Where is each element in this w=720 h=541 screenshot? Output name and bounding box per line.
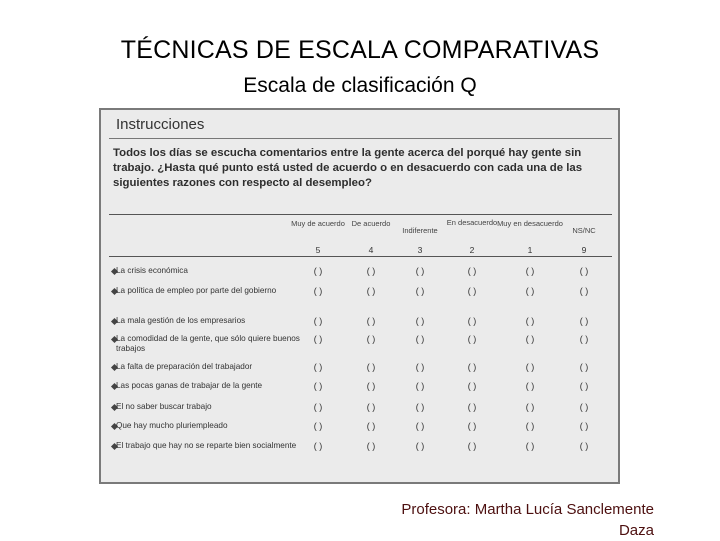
instructions-text: Todos los días se escucha comentarios entre la gente acerca del porqué hay gente sin trabajo. ¿Hasta qué punto está usted de acuerdo o en desacuerdo con cada una de las siguientes razones con respecto al desempleo?	[113, 147, 583, 189]
rating-option: ( )	[415, 381, 425, 391]
column-value: 1	[527, 245, 533, 255]
item-label: La mala gestión de los empresarios	[116, 316, 246, 325]
rating-option: ( )	[467, 286, 477, 296]
rating-option: ( )	[579, 316, 589, 326]
rating-option: ( )	[366, 316, 376, 326]
instructions-title: Instrucciones	[116, 116, 205, 133]
rating-option: ( )	[313, 381, 323, 391]
table-top-rule	[109, 214, 612, 215]
rating-option: ( )	[366, 421, 376, 431]
rating-option: ( )	[467, 381, 477, 391]
column-value: 9	[581, 245, 587, 255]
column-value: 5	[315, 245, 321, 255]
author-line-2: Daza	[618, 522, 654, 539]
item-label: Las pocas ganas de trabajar de la gente	[116, 381, 263, 390]
slide-subtitle: Escala de clasificación Q	[243, 74, 477, 97]
rating-option: ( )	[415, 286, 425, 296]
rating-option: ( )	[579, 266, 589, 276]
rating-option: ( )	[415, 402, 425, 412]
item-label: La crisis económica	[116, 266, 188, 275]
rating-option: ( )	[313, 362, 323, 372]
rating-option: ( )	[579, 362, 589, 372]
item-label: El trabajo que hay no se reparte bien socialmente	[116, 441, 297, 450]
rating-option: ( )	[467, 362, 477, 372]
rating-option: ( )	[525, 441, 535, 451]
rating-option: ( )	[415, 362, 425, 372]
column-header: Muy en desacuerdo	[497, 219, 563, 228]
column-header: Indiferente	[402, 226, 438, 235]
table-header-rule	[109, 256, 612, 257]
rating-option: ( )	[579, 334, 589, 344]
rating-option: ( )	[467, 316, 477, 326]
rating-option: ( )	[313, 441, 323, 451]
rating-option: ( )	[415, 334, 425, 344]
rating-option: ( )	[415, 441, 425, 451]
item-label: La comodidad de la gente, que sólo quiere buenos trabajos	[116, 334, 300, 353]
column-header: Muy de acuerdo	[291, 219, 345, 228]
rating-option: ( )	[467, 334, 477, 344]
column-header: En desacuerdo	[446, 218, 498, 227]
rating-option: ( )	[366, 402, 376, 412]
column-value: 2	[469, 245, 475, 255]
rating-option: ( )	[415, 316, 425, 326]
rating-option: ( )	[366, 334, 376, 344]
rating-option: ( )	[366, 286, 376, 296]
rating-option: ( )	[313, 402, 323, 412]
rating-option: ( )	[415, 421, 425, 431]
rating-option: ( )	[579, 402, 589, 412]
rating-option: ( )	[415, 266, 425, 276]
rating-option: ( )	[313, 316, 323, 326]
rating-option: ( )	[579, 286, 589, 296]
rating-option: ( )	[467, 421, 477, 431]
rating-option: ( )	[579, 421, 589, 431]
rating-option: ( )	[525, 334, 535, 344]
column-header: NS/NC	[572, 226, 596, 235]
rating-option: ( )	[366, 362, 376, 372]
rating-option: ( )	[313, 334, 323, 344]
rating-option: ( )	[525, 421, 535, 431]
item-label: La falta de preparación del trabajador	[116, 362, 253, 371]
rating-option: ( )	[467, 441, 477, 451]
rating-option: ( )	[525, 362, 535, 372]
item-label: Que hay mucho pluriempleado	[116, 421, 228, 430]
column-header: De acuerdo	[351, 219, 391, 228]
rating-option: ( )	[366, 441, 376, 451]
rating-option: ( )	[525, 402, 535, 412]
author-credit	[401, 499, 654, 541]
author-line-1: Profesora: Martha Lucía Sanclemente	[401, 501, 654, 518]
rating-option: ( )	[525, 316, 535, 326]
column-value: 3	[417, 245, 423, 255]
slide-title: TÉCNICAS DE ESCALA COMPARATIVAS	[120, 36, 600, 64]
rating-option: ( )	[525, 381, 535, 391]
column-value: 4	[368, 245, 374, 255]
item-label: La política de empleo por parte del gobierno	[116, 286, 277, 295]
rating-option: ( )	[313, 286, 323, 296]
rating-option: ( )	[579, 441, 589, 451]
rating-option: ( )	[525, 286, 535, 296]
rating-option: ( )	[313, 266, 323, 276]
rating-option: ( )	[467, 402, 477, 412]
rating-option: ( )	[366, 266, 376, 276]
instructions-divider	[109, 138, 612, 139]
item-label: El no saber buscar trabajo	[116, 402, 212, 411]
rating-option: ( )	[313, 421, 323, 431]
rating-option: ( )	[579, 381, 589, 391]
rating-option: ( )	[366, 381, 376, 391]
rating-option: ( )	[467, 266, 477, 276]
rating-option: ( )	[525, 266, 535, 276]
